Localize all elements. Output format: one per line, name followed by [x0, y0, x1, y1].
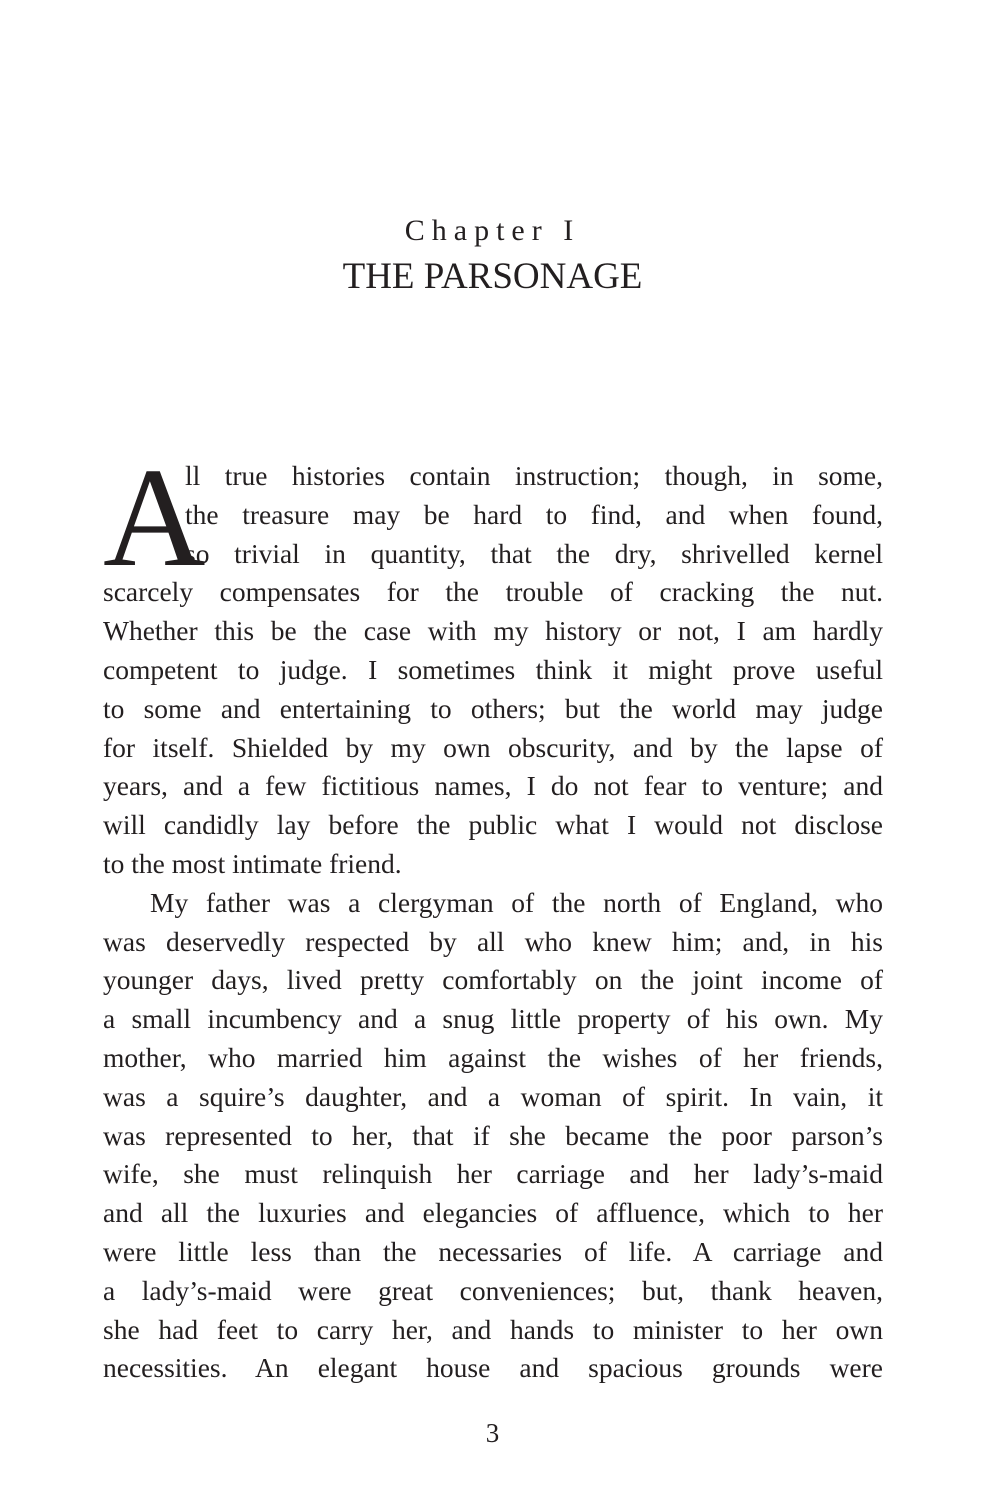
chapter-label: Chapter I	[404, 214, 581, 247]
text-line: scarcely compensates for the trouble of cracking the nut.	[103, 576, 883, 608]
text-line: a lady’s-maid were great conveniences; but, thank heaven,	[103, 1274, 883, 1306]
drop-cap: A	[103, 438, 206, 596]
text-line: was a squire’s daughter, and a woman of spirit. In vain, it	[103, 1080, 883, 1112]
text-line: was deservedly respected by all who knew him; and, in his	[103, 925, 883, 957]
text-line: My father was a clergyman of the north of England, who	[150, 886, 883, 918]
chapter-title: THE PARSONAGE	[342, 256, 643, 297]
text-line: was represented to her, that if she became the poor parson’s	[103, 1119, 883, 1151]
body-text	[103, 438, 883, 1388]
text-line: so trivial in quantity, that the dry, shrivelled kernel	[185, 537, 883, 569]
page-number: 3	[485, 1418, 500, 1448]
text-line: years, and a few fictitious names, I do not fear to venture; and	[103, 770, 883, 802]
text-line: younger days, lived pretty comfortably on the joint income of	[103, 964, 883, 996]
text-line: for itself. Shielded by my own obscurity, and by the lapse of	[103, 731, 883, 763]
text-line: were little less than the necessaries of life. A carriage and	[103, 1235, 883, 1267]
text-line: to the most intimate friend.	[103, 847, 402, 879]
text-line: to some and entertaining to others; but the world may judge	[103, 692, 883, 724]
text-line: will candidly lay before the public what I would not disclose	[103, 809, 883, 841]
text-line: she had feet to carry her, and hands to minister to her own	[103, 1313, 883, 1345]
text-line: ll true histories contain instruction; though, in some,	[185, 460, 883, 491]
text-line: and all the luxuries and elegancies of affluence, which to her	[103, 1197, 883, 1229]
text-line: wife, she must relinquish her carriage and her lady’s-maid	[103, 1158, 883, 1190]
text-line: mother, who married him against the wishes of her friends,	[103, 1041, 883, 1073]
text-line: competent to judge. I sometimes think it might prove useful	[103, 653, 883, 685]
text-line: a small incumbency and a snug little property of his own. My	[103, 1003, 883, 1035]
text-line: necessities. An elegant house and spacious grounds were	[103, 1352, 883, 1384]
text-line: the treasure may be hard to find, and when found,	[185, 498, 883, 530]
text-line: Whether this be the case with my history or not, I am hardly	[103, 615, 883, 647]
